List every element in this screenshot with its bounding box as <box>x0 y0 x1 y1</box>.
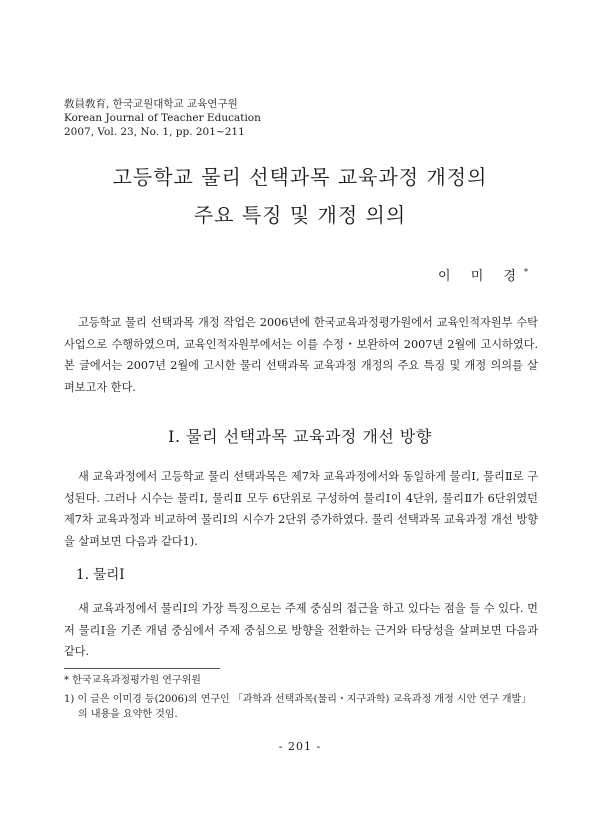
abstract-paragraph: 고등학교 물리 선택과목 개정 작업은 2006년에 한국교육과정평가원에서 교육인적자원부 수탁 사업으로 수행하였으며, 교육인적자원부에서는 이를 수정・보완하여 2007년 2월에 고시하였다. 본 글에서는 2007년 2월에 고시한 물리 선택과목 교육과정 개정의 주요 특징 및 개정 의의를 살펴보고자 한다. <box>64 316 538 394</box>
footnote-divider <box>64 668 220 669</box>
footnote-affiliation: * 한국교육과정평가원 연구위원 <box>64 675 201 686</box>
journal-header <box>64 97 261 139</box>
journal-english-name: Korean Journal of Teacher Education <box>64 112 261 124</box>
journal-korean-name: 敎員敎育, 한국교원대학교 교육연구원 <box>64 98 238 110</box>
author <box>438 265 528 284</box>
section-heading: Ⅰ. 물리 선택과목 교육과정 개선 방향 <box>168 427 432 446</box>
paper-title-line1: 고등학교 물리 선택과목 교육과정 개정의 <box>112 165 488 189</box>
subsection-heading: 1. 물리Ⅰ <box>76 567 125 583</box>
page-number: - 201 - <box>278 740 322 753</box>
section-paragraph: 새 교육과정에서 고등학교 물리 선택과목은 제7차 교육과정에서와 동일하게 물리Ⅰ, 물리Ⅱ로 구성된다. 그러나 시수는 물리Ⅰ, 물리Ⅱ 모두 6단위로 구성하여 물리Ⅰ이 4단위, 물리Ⅱ가 6단위였던 제7차 교육과정과 비교하여 물리Ⅰ의 시수가 2단위 증가하였다. 물리 선택과목 교육과정 개선 방향을 살펴보면 다음과 같다1). <box>64 470 538 548</box>
journal-citation: 2007, Vol. 23, No. 1, pp. 201~211 <box>64 126 245 138</box>
paper-title-line2: 주요 특징 및 개정 의의 <box>193 203 407 227</box>
author-footnote-mark: * <box>524 267 528 277</box>
author-name: 이 미 경 <box>438 269 524 284</box>
subsection-paragraph: 새 교육과정에서 물리Ⅰ의 가장 특징으로는 주제 중심의 접근을 하고 있다는 점을 들 수 있다. 먼저 물리Ⅰ을 기존 개념 중심에서 주제 중심으로 방향을 전환하는 근거와 타당성을 살펴보면 다음과 같다. <box>64 602 538 658</box>
footnote-1: 1) 이 글은 이미경 등(2006)의 연구인 「과학과 선택과목(물리・지구과학) 교육과정 개정 시안 연구 개발」의 내용을 요약한 것임. <box>64 694 532 720</box>
paper-title <box>0 158 600 234</box>
